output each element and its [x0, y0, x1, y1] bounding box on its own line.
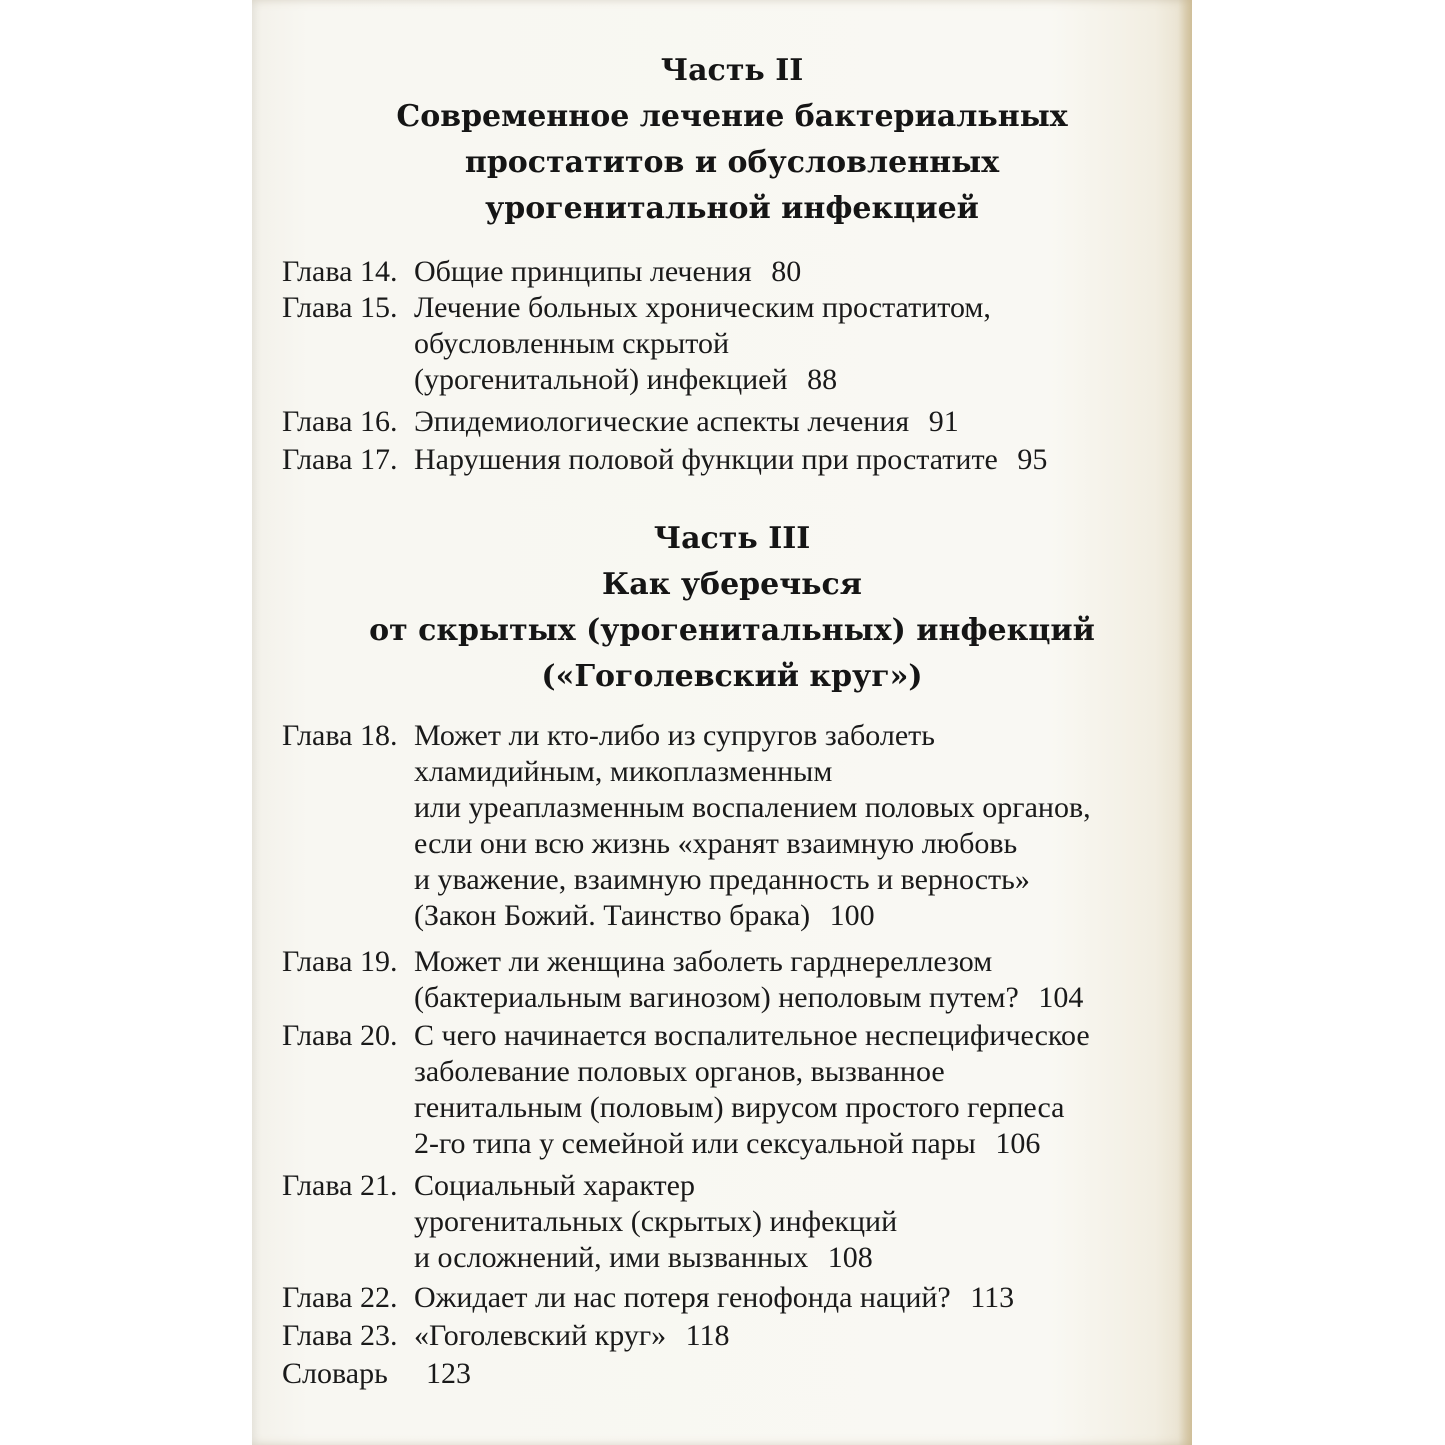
chapter-title-line: если они всю жизнь «хранят взаимную любовь — [414, 827, 1018, 860]
chapter-title-line: (Закон Божий. Таинство брака) — [414, 899, 811, 932]
chapter-title-line: Может ли женщина заболеть гарднереллезом — [414, 945, 993, 978]
chapter-title-line: 2-го типа у семейной или сексуальной пары — [414, 1127, 976, 1160]
chapter-title-leader-line — [414, 362, 1154, 398]
chapter-title-line: (урогенитальной) инфекцией — [414, 363, 788, 396]
part-3-number: Часть III — [653, 521, 811, 556]
page-number: 95 — [1017, 443, 1048, 476]
chapter-title-leader-line — [414, 1126, 1154, 1162]
chapter-title-leader-line — [414, 404, 1154, 440]
chapter-title — [414, 254, 1154, 290]
part-2-heading — [252, 48, 1212, 232]
chapter-title-line: Социальный характер — [414, 1169, 695, 1202]
chapter-title-line: С чего начинается воспалительное неспецифическое — [414, 1019, 1090, 1052]
page-number: 113 — [970, 1281, 1015, 1314]
chapter-title-leader-line — [414, 254, 1154, 290]
chapter-title — [414, 404, 1154, 440]
part-2-title-line-1: Современное лечение бактериальных — [396, 99, 1068, 134]
chapter-title-leader-line — [414, 1356, 1154, 1392]
chapter-title-leader-line — [414, 1280, 1154, 1316]
chapter-title-line: Нарушения половой функции при простатите — [414, 443, 998, 476]
part-3-title-line-2: от скрытых (урогенитальных) инфекций — [369, 613, 1095, 648]
page-number: 91 — [928, 405, 959, 438]
chapter-title — [414, 944, 1154, 1016]
page-number: 106 — [995, 1127, 1041, 1160]
chapter-title-line: Может ли кто-либо из супругов заболеть — [414, 719, 935, 752]
page-number: 100 — [829, 899, 875, 932]
chapter-title-line: (бактериальным вагинозом) неполовым путем? — [414, 981, 1019, 1014]
chapter-title-line: урогенитальных (скрытых) инфекций — [414, 1205, 898, 1238]
chapter-label: Глава 17. — [282, 443, 398, 476]
chapter-title-leader-line — [414, 442, 1154, 478]
chapter-label: Глава 18. — [282, 719, 398, 752]
part-3-title-line-1: Как уберечься — [602, 567, 862, 602]
chapter-title-line: или уреаплазменным воспалением половых органов, — [414, 791, 1091, 824]
page-number: 80 — [771, 255, 802, 288]
chapter-title — [414, 442, 1154, 478]
chapter-title-line: Лечение больных хроническим простатитом, — [414, 291, 991, 324]
glossary-label: Словарь — [282, 1357, 388, 1390]
page-number: 123 — [426, 1357, 471, 1390]
part-2-title-line-2: простатитов и обусловленных — [464, 145, 1000, 180]
chapter-label: Глава 14. — [282, 255, 398, 288]
part-2-number: Часть II — [660, 53, 804, 88]
chapter-title — [414, 718, 1154, 934]
chapter-label: Глава 20. — [282, 1019, 398, 1052]
chapter-title-line: Эпидемиологические аспекты лечения — [414, 405, 910, 438]
chapter-title — [414, 1168, 1154, 1276]
chapter-title — [414, 1280, 1154, 1316]
chapter-title-leader-line — [414, 1240, 1154, 1276]
chapter-title — [414, 1318, 1154, 1354]
chapter-title-line: Общие принципы лечения — [414, 255, 752, 288]
chapter-title-leader-line — [414, 980, 1154, 1016]
glossary-title — [414, 1356, 1154, 1392]
page-number: 88 — [807, 363, 838, 396]
chapter-title-line: и уважение, взаимную преданность и верность» — [414, 863, 1030, 896]
chapter-label: Глава 19. — [282, 945, 398, 978]
chapter-title-leader-line — [414, 1318, 1154, 1354]
chapter-title-line: «Гоголевский круг» — [414, 1319, 667, 1352]
chapter-title-line: обусловленным скрытой — [414, 327, 730, 360]
chapter-title-line: Ожидает ли нас потеря генофонда наций? — [414, 1281, 951, 1314]
chapter-title-leader-line — [414, 898, 1154, 934]
chapter-title-line: хламидийным, микоплазменным — [414, 755, 833, 788]
chapter-label: Глава 21. — [282, 1169, 398, 1202]
chapter-label: Глава 15. — [282, 291, 398, 324]
chapter-label: Глава 23. — [282, 1319, 398, 1352]
part-2-title-line-3: урогенитальной инфекцией — [485, 191, 979, 226]
part-3-heading — [252, 516, 1212, 700]
chapter-title-line: генитальным (половым) вирусом простого герпеса — [414, 1091, 1065, 1124]
chapter-title — [414, 290, 1154, 398]
page-number: 108 — [827, 1241, 873, 1274]
chapter-label: Глава 16. — [282, 405, 398, 438]
chapter-title-line: заболевание половых органов, вызванное — [414, 1055, 945, 1088]
page-number: 104 — [1038, 981, 1084, 1014]
part-3-title-line-3: («Гоголевский круг») — [541, 659, 923, 694]
page-number: 118 — [685, 1319, 730, 1352]
chapter-title-line: и осложнений, ими вызванных — [414, 1241, 809, 1274]
chapter-title — [414, 1018, 1154, 1162]
chapter-label: Глава 22. — [282, 1281, 398, 1314]
